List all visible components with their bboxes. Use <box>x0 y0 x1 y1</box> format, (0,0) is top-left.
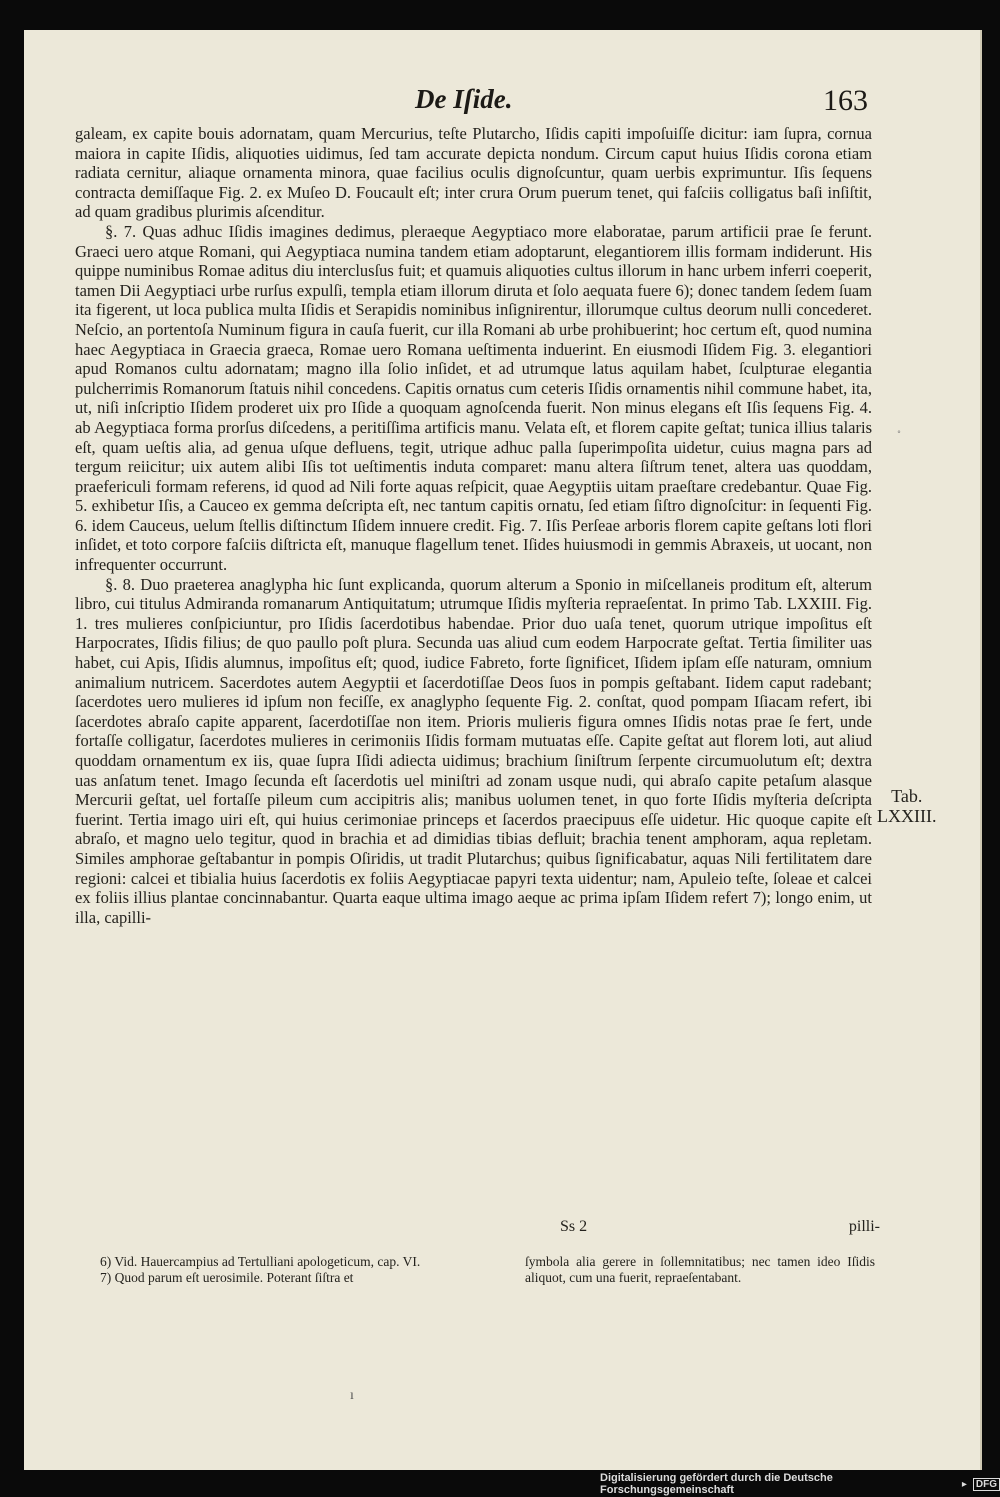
arrow-right-icon: ▸ <box>961 1478 967 1490</box>
stray-mark-icon: ı <box>350 1388 354 1403</box>
footnotes-left <box>100 1254 495 1286</box>
paragraph-section-8: §. 8. Duo praeterea anaglypha hic ſunt explicanda, quorum alterum a Sponio in miſcellaneis proditum eſt, alterum libro, cui titulus Admiranda romanarum Antiquitatum; utrumque Iſidis myſteria repraeſentat. In primo Tab. LXXIII. Fig. 1. tres mulieres conſpiciuntur, pro Iſidis ſacerdotibus habendae. Prior duo uaſa tenet, quorum utrique impoſitus eſt Harpocrates, Iſidis filius; de quo paullo poſt plura. Secunda uas aliud cum eodem Harpocrate geſtat. Tertia ſimiliter uas habet, cui Apis, Iſidis alumnus, impoſitus eſt; quod, iudice Fabreto, forte ſignificet, Iſidem ipſam eſſe naturam, omnium animalium nutricem. Sacerdotes autem Aegyptii et ſacerdotiſſae Deos ſuos in pompis geſtabant. Iidem caput radebant; ſacerdotes uero mulieres id ipſum non feciſſe, ex anaglypho ſequente Fig. 2. conſtat, quod pompam Iſiacam refert, ibi ſacerdotes abraſo capite apparent, ſacerdotiſſae non item. Prioris mulieris figura omnes Iſidis notas prae ſe fert, unde fortaſſe colligatur, ſacerdotes mulieres in cerimoniis Iſidis formam mutuatas eſſe. Capite geſtat aut florem loti, aut aliud quoddam ornamentum ex iis, quae ſupra Iſidi adiecta uidimus; brachium ſiniſtrum ſerpente circumuolutum eſt; dextra uas anſatum tenet. Imago ſecunda eſt ſacerdotis uel miniſtri ad zonam usque nudi, qui abraſo capite petaſum alasque Mercurii geſtat, uel fortaſſe pileum cum accipitris alis; manibus uolumen tenet, in quo forte Iſidis myſteria deſcripta fuerint. Tertia imago uiri eſt, qui huius cerimoniae princeps et ſacerdos praecipuus eſſe uidetur. Hic quoque capite eſt abraſo, et magno uelo tegitur, quod in brachia et ad dimidias tibias defluit; brachia tenent amphoram, aqua repletam. Similes amphorae geſtabantur in pompis Oſiridis, ut tradit Plutarchus; quibus ſignificabatur, aquas Nili fertilitatem dare regioni: calcei et tibialia huius ſacerdotis ex foliis Aegyptiacae papyri texta uidentur; nam, Apuleio teſte, ſoleae et calcei ex foliis illius plantae concinnabantur. Quarta eaque ultima imago aeque ac prima ipſam Iſidem refert 7); longo enim, ut illa, capilli- <box>75 574 872 927</box>
running-header: De Iſide. <box>415 84 513 114</box>
footer-text: Digitalisierung gefördert durch die Deutsche Forschungsgemeinschaft <box>600 1472 833 1496</box>
footnote-continuation: ſymbola alia gerere in ſollemnitatibus; nec tamen ideo Iſidis aliquot, cum una fuerit, repraeſentabant. <box>525 1254 875 1285</box>
page-number: 163 <box>823 84 868 117</box>
marginal-note-tab: Tab. <box>891 786 923 806</box>
catchword-line <box>560 1218 880 1240</box>
main-text <box>75 124 872 927</box>
catchword: pilli- <box>848 1218 880 1235</box>
stray-dot-icon: ˚ <box>897 428 901 442</box>
paragraph-section-7: §. 7. Quas adhuc Iſidis imagines dedimus, pleraeque Aegyptiaco more elaboratae, parum artificii prae ſe ferunt. Graeci uero atque Romani, qui Aegyptiaca numina tandem etiam adoptarunt, elegantiorem illis formam indiderunt. His quippe numinibus Romae aditus diu interclusſus fuit; et quamuis aliquoties cultus illorum in hanc urbem inferri coeperit, tamen Dii Aegyptiaci urbe rurſus expulſi, templa etiam illorum diruta et ſolo aequata fuere 6); donec tandem ſedem ſuam ita figerent, ut loca publica multa Iſidis et Serapidis nominibus inſignirentur, illorumque cultus deorum nulli concederet. Neſcio, an portentoſa Numinum figura in cauſa fuerit, cur illa Romani ab urbe prohibuerint; hoc certum eſt, quod numina haec Aegyptiaca in Graecia graeca, Romae uero Romana ueſtimenta induerint. En eiusmodi Iſidem Fig. 3. elegantiori apud Romanos cultu adornatam; magno illa ſolio inſidet, et ad utrumque latus aquilam habet, ſculpturae elegantia pulcherrimis Romanorum ſtatuis nihil concedens. Capitis ornatus cum ceteris Iſidis ornamentis nihil commune habet, ita, ut, niſi inſcriptio Iſidem proderet uix pro Iſide a quoquam agnoſcenda fuerit. Non minus elegans eſt Iſis ſequens Fig. 4. ab Aegyptiaca forma prorſus diſcedens, a peritiſſima artificis manu. Velata eſt, et florem capite geſtat; tunica illius talaris eſt, quam ueſtis alia, ad genua uſque defluens, tegit, utrique adhuc palla ſuperimpoſita uidetur, cuius magna pars ad tergum reiicitur; uix autem alibi Iſis tot ueſtimentis induta comparet: manu altera ſiſtrum tenet, altera uas quoddam, praefericuli formam referens, id quod ad Nili forte aquas reſpicit, quae Aegyptiis uitam praeſtare credebantur. Quae Fig. 5. exhibetur Iſis, a Cauceo ex gemma deſcripta eſt, nec tantum capitis ornatu, ſed etiam ſiſtro dignoſcitur: in ſequenti Fig. 6. idem Cauceus, uelum ſtellis diſtinctum Iſidem innuere credit. Fig. 7. Iſis Perſeae arboris florem capite geſtans loti flori inſidet, et toto corpore faſciis diſtricta eſt, manuque flagellum tenet. Iſides huiusmodi in gemmis Abraxeis, ut uocant, non infrequenter occurrunt. <box>75 221 872 575</box>
footnote-7: 7) Quod parum eſt uerosimile. Poterant ſiſtra et <box>100 1270 354 1285</box>
footnote-6: 6) Vid. Hauercampius ad Tertulliani apologeticum, cap. VI. <box>100 1254 421 1269</box>
signature-mark: Ss 2 <box>560 1218 588 1235</box>
digitization-footer <box>600 1474 1000 1494</box>
marginal-note-number: LXXIII. <box>877 806 937 826</box>
footnotes-right <box>525 1254 875 1286</box>
paragraph-1: galeam, ex capite bouis adornatam, quam Mercurius, teſte Plutarcho, Iſidis capiti impoſuiſſe dicitur: iam ſupra, cornua maiora in capite Iſidis, aliquoties uidimus, ſed tam accurate depicta nondum. Circum caput huius Iſidis corona etiam radiata cernitur, aliaque ornamenta minora, quae facilius oculis dignoſcuntur, quam uerbis exprimuntur. Iſis ſequens contracta demiſſaque Fig. 2. ex Muſeo D. Foucault eſt; inter crura Orum puerum tenet, qui faſciis colligatus baſi inſiſtit, ad quam gradibus plurimis aſcenditur. <box>75 124 872 222</box>
dfg-logo[interactable]: DFG <box>973 1478 1000 1491</box>
marginal-note <box>877 786 936 826</box>
